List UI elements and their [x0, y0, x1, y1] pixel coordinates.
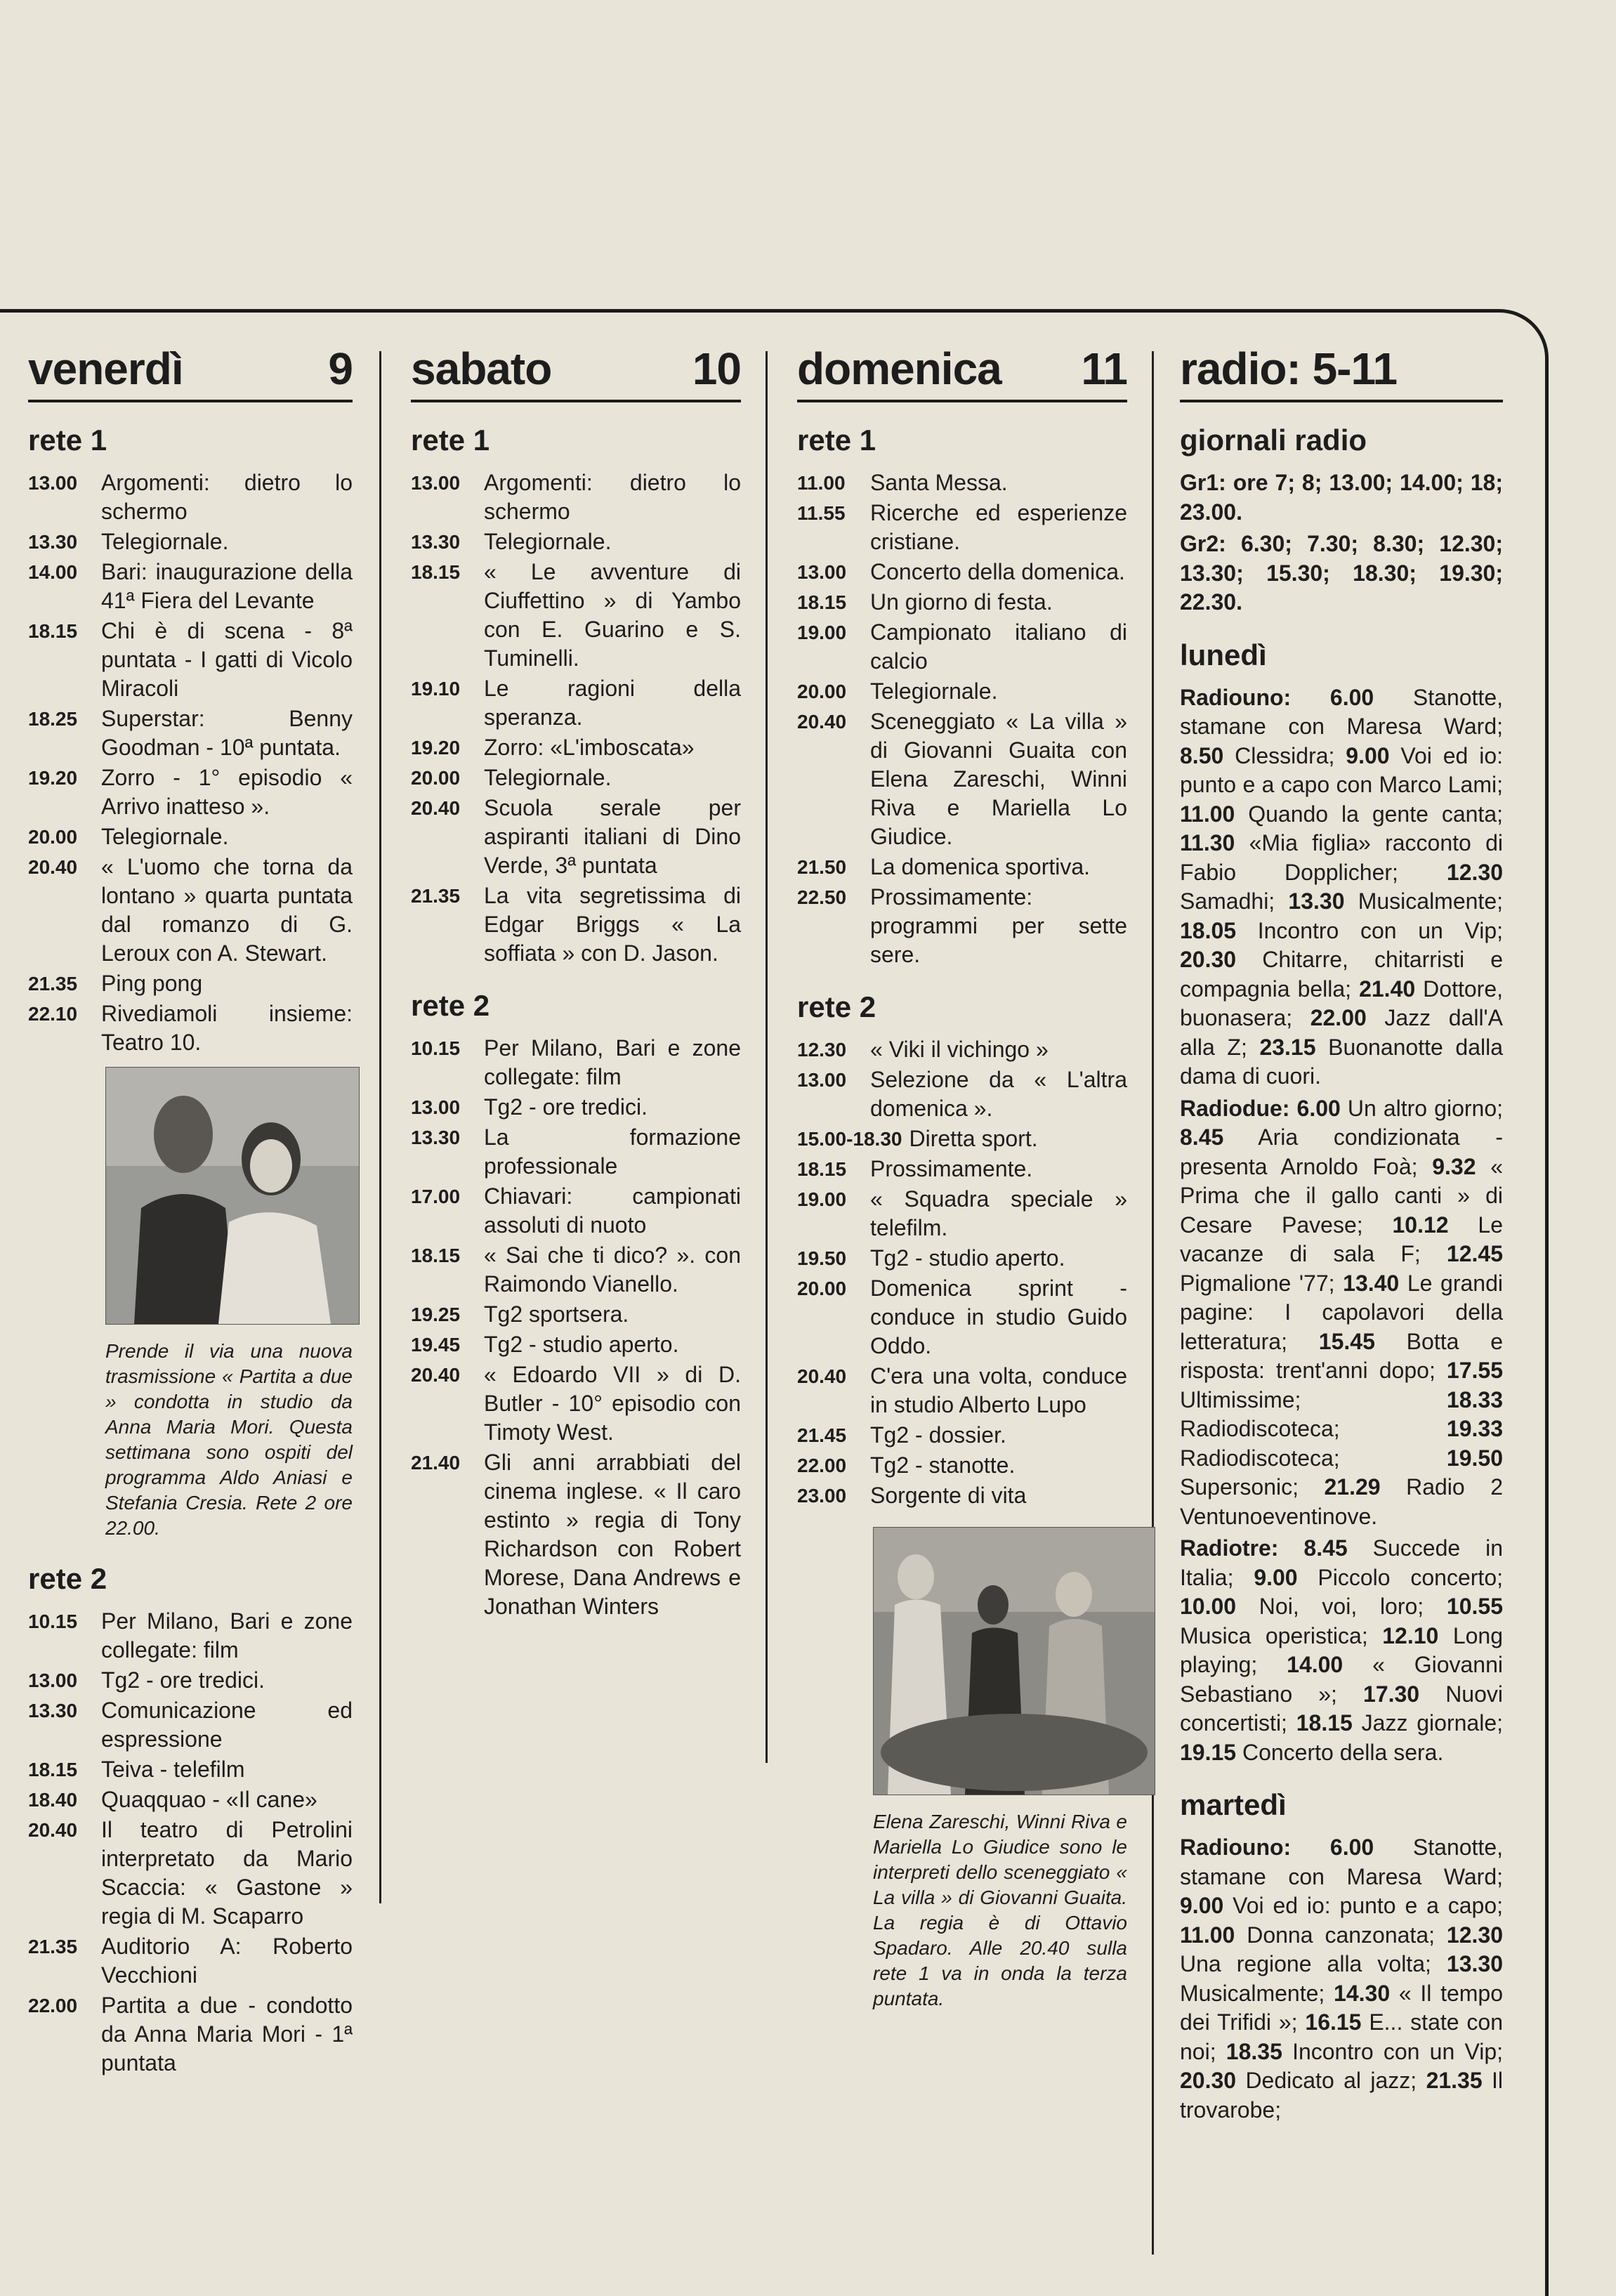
- entry-time: 20.40: [797, 711, 847, 733]
- entry-time: 19.00: [797, 622, 847, 643]
- entry-time: 20.40: [411, 797, 461, 819]
- entry-title: Auditorio A: Roberto Vecchioni: [101, 1934, 353, 1988]
- entry-title: Comunicazione ed espressione: [101, 1698, 353, 1752]
- entry-time: 20.00: [797, 681, 847, 702]
- radio-day-list: [1180, 1833, 1503, 2125]
- entry-title: Telegiornale.: [870, 678, 998, 704]
- entry-title: Prossimamente: programmi per sette sere.: [870, 884, 1127, 967]
- day-header: [411, 341, 741, 402]
- schedule-entry: [411, 1182, 741, 1240]
- entry-time: 13.30: [411, 1127, 461, 1148]
- entry-time: 13.00: [411, 472, 461, 494]
- entry-title: Argomenti: dietro lo schermo: [101, 470, 353, 524]
- schedule-entry: [411, 558, 741, 673]
- schedule-entry: [797, 853, 1127, 881]
- entry-title: Diretta sport.: [909, 1126, 1038, 1151]
- schedule-entry: [411, 527, 741, 556]
- column-divider: [766, 351, 768, 1763]
- entry-title: Ricerche ed esperienze cristiane.: [870, 500, 1127, 554]
- radio-title: radio: 5-11: [1180, 343, 1398, 394]
- schedule-entry: [797, 883, 1127, 969]
- entry-title: La formazione professionale: [484, 1124, 741, 1179]
- entry-time: 17.00: [411, 1186, 461, 1207]
- entry-title: Tg2 - studio aperto.: [870, 1245, 1065, 1271]
- gr2-schedule: Gr2: 6.30; 7.30; 8.30; 12.30; 13.30; 15.30; 18.30; 19.30; 22.30.: [1180, 531, 1503, 615]
- schedule-entry: [28, 1785, 353, 1814]
- photo-illustration: [874, 1528, 1155, 1795]
- schedule-entry: [797, 499, 1127, 556]
- schedule-entry: [28, 617, 353, 703]
- schedule-list: [411, 1034, 741, 1621]
- entry-time: 20.40: [28, 1819, 78, 1841]
- schedule-list: [797, 1035, 1127, 1510]
- entry-title: Superstar: Benny Goodman - 10ª puntata.: [101, 706, 353, 760]
- schedule-entry: [411, 733, 741, 762]
- entry-time: 13.00: [28, 1669, 78, 1691]
- network-heading: rete 1: [797, 424, 876, 457]
- entry-title: Tg2 - ore tredici.: [484, 1094, 648, 1120]
- entry-time: 18.15: [28, 1759, 78, 1780]
- schedule-entry: [797, 1185, 1127, 1242]
- network-heading: rete 1: [28, 424, 107, 457]
- day-name: venerdì: [28, 343, 183, 394]
- entry-time: 11.55: [797, 502, 846, 524]
- entry-title: « Edoardo VII » di D. Butler - 10° episodio con Timoty West.: [484, 1362, 741, 1445]
- radio-program-paragraph: Radiodue: 6.00 Un altro giorno; 8.45 Aria condizionata - presenta Arnoldo Foà; 9.32 « Prima che il gallo canti » di Cesare Pavese; 10.12 Le vacanze di sala F; 12.45 Pigmalione '77; 13.40 Le grandi pagine: I capolavori della letteratura; 15.45 Botta e risposta: trent'anni dopo; 17.55 Ultimissime; 18.33 Radiodiscoteca; 19.33 Radiodiscoteca; 19.50 Supersonic; 21.29 Radio 2 Ventunoeventinove.: [1180, 1095, 1504, 1529]
- entry-title: « Le avventure di Ciuffettino » di Yambo con E. Guarino e S. Tuminelli.: [484, 559, 741, 671]
- day-number: 11: [1081, 343, 1127, 394]
- schedule-entry: [28, 1666, 353, 1695]
- entry-time: 13.30: [28, 531, 78, 553]
- entry-title: Sorgente di vita: [870, 1483, 1027, 1508]
- entry-time: 20.40: [797, 1365, 847, 1387]
- schedule-entry: [411, 1300, 741, 1329]
- schedule-entry: [28, 822, 353, 851]
- entry-time: 19.20: [28, 767, 78, 789]
- entry-title: Selezione da « L'altra domenica ».: [870, 1067, 1127, 1121]
- entry-time: 13.00: [797, 561, 847, 583]
- entry-title: « Viki il vichingo »: [870, 1037, 1049, 1062]
- network-heading: rete 2: [28, 1562, 107, 1595]
- column-radio: [1180, 341, 1503, 2127]
- photo-la-villa: [873, 1527, 1155, 1795]
- entry-time: 22.10: [28, 1003, 78, 1025]
- entry-time: 19.00: [797, 1188, 847, 1210]
- entry-title: « L'uomo che torna da lontano » quarta puntata dal romanzo di G. Leroux con A. Stewart.: [101, 854, 353, 966]
- entry-time: 20.00: [411, 767, 461, 789]
- photo-caption: Prende il via una nuova trasmissione « Partita a due » condotta in studio da Anna Maria Mori. Questa settimana sono ospiti del programma Aldo Aniasi e Stefania Cresia. Rete 2 ore 22.00.: [105, 1340, 353, 1539]
- entry-title: Campionato italiano di calcio: [870, 619, 1127, 674]
- entry-title: « Sai che ti dico? ». con Raimondo Vianello.: [484, 1242, 741, 1297]
- schedule-entry: [28, 1696, 353, 1754]
- radio-program-paragraph: Radiotre: 8.45 Succede in Italia; 9.00 Piccolo concerto; 10.00 Noi, voi, loro; 10.55 Musica operistica; 12.10 Long playing; 14.00 « Giovanni Sebastiano »; 17.30 Nuovi concertisti; 18.15 Jazz giornale; 19.15 Concerto della sera.: [1180, 1535, 1504, 1765]
- column-divider: [1152, 351, 1154, 2255]
- schedule-entry: [28, 763, 353, 821]
- schedule-entry: [28, 969, 353, 998]
- entry-title: Un giorno di festa.: [870, 589, 1053, 615]
- entry-time: 21.35: [28, 1936, 78, 1957]
- entry-time: 20.00: [797, 1278, 847, 1299]
- column-venerdi: [28, 341, 353, 2079]
- entry-time: 18.15: [797, 591, 847, 613]
- entry-time: 21.40: [411, 1452, 461, 1474]
- entry-title: Domenica sprint - conduce in studio Guido Oddo.: [870, 1275, 1127, 1358]
- entry-title: C'era una volta, conduce in studio Alberto Lupo: [870, 1363, 1127, 1417]
- schedule-entry: [797, 1244, 1127, 1273]
- schedule-entry: [411, 763, 741, 792]
- schedule-entry: [28, 558, 353, 615]
- radio-header: [1180, 341, 1503, 402]
- schedule-entry: [411, 1123, 741, 1181]
- schedule-entry: [797, 1124, 1127, 1153]
- entry-title: Tg2 sportsera.: [484, 1301, 629, 1327]
- schedule-list: [28, 1607, 353, 2078]
- entry-time: 23.00: [797, 1485, 847, 1507]
- entry-time: 13.00: [797, 1069, 847, 1091]
- entry-title: Ping pong: [101, 971, 203, 996]
- entry-time: 10.15: [411, 1037, 461, 1059]
- entry-time: 19.25: [411, 1304, 461, 1325]
- entry-time: 15.00-18.30: [797, 1128, 902, 1150]
- schedule-entry: [797, 1065, 1127, 1123]
- schedule-list: [797, 468, 1127, 969]
- entry-title: Tg2 - ore tredici.: [101, 1667, 265, 1693]
- entry-title: Il teatro di Petrolini interpretato da Mario Scaccia: « Gastone » regia di M. Scaparro: [101, 1817, 353, 1929]
- entry-title: Concerto della domenica.: [870, 559, 1125, 584]
- entry-time: 21.35: [28, 973, 78, 995]
- schedule-entry: [411, 1330, 741, 1359]
- entry-title: Argomenti: dietro lo schermo: [484, 470, 741, 524]
- schedule-entry: [411, 1448, 741, 1621]
- schedule-entry: [797, 1451, 1127, 1480]
- radio-program-paragraph: Radiouno: 6.00 Stanotte, stamane con Maresa Ward; 9.00 Voi ed io: punto e a capo; 11.00 Donna canzonata; 12.30 Una regione alla volta; 13.30 Musicalmente; 14.30 « Il tempo dei Trifidi »; 16.15 E... state con noi; 18.35 Incontro con un Vip; 20.30 Dedicato al jazz; 21.35 Il trovarobe;: [1180, 1835, 1504, 2123]
- entry-title: « Squadra speciale » telefilm.: [870, 1186, 1127, 1240]
- photo-caption: Elena Zareschi, Winni Riva e Mariella Lo Giudice sono le interpreti dello sceneggiato « La villa » di Giovanni Guaita. La regia è di Ottavio Spadaro. Alle 20.40 sulla rete 1 va in onda la terza puntata.: [873, 1811, 1127, 2009]
- entry-time: 13.00: [411, 1096, 461, 1118]
- entry-title: Zorro - 1° episodio « Arrivo inatteso ».: [101, 765, 353, 819]
- entry-time: 19.45: [411, 1334, 461, 1356]
- entry-time: 18.15: [411, 561, 461, 583]
- section-heading: martedì: [1180, 1788, 1287, 1821]
- entry-title: Scuola serale per aspiranti italiani di Dino Verde, 3ª puntata: [484, 795, 741, 878]
- entry-title: Chi è di scena - 8ª puntata - I gatti di Vicolo Miracoli: [101, 618, 353, 701]
- schedule-entry: [411, 1360, 741, 1447]
- column-divider: [379, 351, 381, 1903]
- schedule-entry: [28, 853, 353, 968]
- section-heading: lunedì: [1180, 638, 1267, 671]
- schedule-entry: [797, 707, 1127, 851]
- schedule-entry: [797, 1035, 1127, 1064]
- entry-title: Zorro: «L'imboscata»: [484, 735, 695, 760]
- schedule-entry: [797, 677, 1127, 706]
- entry-time: 21.35: [411, 885, 461, 907]
- entry-title: Gli anni arrabbiati del cinema inglese. « Il caro estinto » regia di Tony Richardson con Robert Morese, Dana Andrews e Jonathan Winters: [484, 1450, 741, 1619]
- entry-title: La vita segretissima di Edgar Briggs « La soffiata » con D. Jason.: [484, 883, 741, 966]
- schedule-entry: [28, 1816, 353, 1931]
- schedule-entry: [28, 1932, 353, 1990]
- photo-illustration: [106, 1068, 359, 1324]
- entry-title: Telegiornale.: [484, 529, 612, 554]
- radio-program-paragraph: Radiouno: 6.00 Stanotte, stamane con Maresa Ward; 8.50 Clessidra; 9.00 Voi ed io: punto e a capo con Marco Lami; 11.00 Quando la gente canta; 11.30 «Mia figlia» racconto di Fabio Dopplicher; 12.30 Samadhi; 13.30 Musicalmente; 18.05 Incontro con un Vip; 20.30 Chitarre, chitarristi e compagnia bella; 21.40 Dottore, buonasera; 22.00 Jazz dall'A alla Z; 23.15 Buonanotte dalla dama di cuori.: [1180, 684, 1504, 1089]
- entry-time: 22.00: [797, 1455, 847, 1476]
- entry-title: Quaqquao - «Il cane»: [101, 1787, 317, 1812]
- entry-time: 19.10: [411, 678, 461, 700]
- entry-time: 14.00: [28, 561, 78, 583]
- entry-time: 12.30: [797, 1039, 847, 1061]
- entry-title: Sceneggiato « La villa » di Giovanni Guaita con Elena Zareschi, Winni Riva e Mariella Lo Giudice.: [870, 709, 1127, 849]
- day-number: 10: [692, 343, 741, 394]
- entry-title: Telegiornale.: [101, 529, 229, 554]
- entry-title: Tg2 - studio aperto.: [484, 1332, 679, 1357]
- entry-time: 11.00: [797, 472, 846, 494]
- schedule-entry: [411, 794, 741, 880]
- schedule-entry: [797, 1362, 1127, 1419]
- entry-title: Le ragioni della speranza.: [484, 676, 741, 730]
- schedule-entry: [797, 1274, 1127, 1360]
- entry-title: Chiavari: campionati assoluti di nuoto: [484, 1183, 741, 1238]
- entry-time: 10.15: [28, 1611, 78, 1632]
- schedule-entry: [797, 618, 1127, 676]
- schedule-entry: [411, 1241, 741, 1299]
- schedule-entry: [28, 1607, 353, 1665]
- entry-time: 20.40: [28, 856, 78, 878]
- day-name: domenica: [797, 343, 1001, 394]
- entry-title: Bari: inaugurazione della 41ª Fiera del Levante: [101, 559, 353, 613]
- schedule-entry: [28, 527, 353, 556]
- entry-time: 18.40: [28, 1789, 78, 1811]
- entry-title: Rivediamoli insieme: Teatro 10.: [101, 1001, 353, 1055]
- entry-time: 19.20: [411, 737, 461, 759]
- schedule-entry: [797, 1481, 1127, 1510]
- entry-time: 20.00: [28, 826, 78, 848]
- entry-time: 22.00: [28, 1995, 78, 2016]
- schedule-entry: [411, 1093, 741, 1122]
- entry-title: Telegiornale.: [101, 824, 229, 849]
- schedule-entry: [28, 1755, 353, 1784]
- entry-title: Tg2 - stanotte.: [870, 1452, 1016, 1478]
- day-number: 9: [328, 343, 353, 394]
- entry-time: 22.50: [797, 886, 847, 908]
- entry-title: Tg2 - dossier.: [870, 1422, 1006, 1448]
- schedule-entry: [411, 1034, 741, 1091]
- day-name: sabato: [411, 343, 552, 394]
- schedule-entry: [797, 558, 1127, 586]
- entry-time: 18.15: [28, 620, 78, 642]
- schedule-list: [28, 468, 353, 1057]
- entry-time: 13.30: [411, 531, 461, 553]
- section-heading: giornali radio: [1180, 424, 1367, 457]
- network-heading: rete 2: [797, 990, 876, 1023]
- photo-anna-maria-mori: [105, 1067, 360, 1325]
- entry-time: 21.45: [797, 1424, 847, 1446]
- schedule-entry: [28, 704, 353, 762]
- entry-time: 19.50: [797, 1247, 847, 1269]
- schedule-entry: [411, 468, 741, 526]
- schedule-entry: [797, 468, 1127, 497]
- schedule-entry: [28, 468, 353, 526]
- entry-time: 18.15: [797, 1158, 847, 1180]
- entry-title: La domenica sportiva.: [870, 854, 1091, 879]
- entry-time: 18.15: [411, 1245, 461, 1266]
- entry-title: Per Milano, Bari e zone collegate: film: [101, 1608, 353, 1662]
- gr1-schedule: Gr1: ore 7; 8; 13.00; 14.00; 18; 23.00.: [1180, 470, 1503, 525]
- entry-title: Prossimamente.: [870, 1156, 1033, 1181]
- entry-title: Telegiornale.: [484, 765, 612, 790]
- column-sabato: [411, 341, 741, 1622]
- entry-time: 13.00: [28, 472, 78, 494]
- entry-time: 21.50: [797, 856, 847, 878]
- entry-title: Per Milano, Bari e zone collegate: film: [484, 1035, 741, 1089]
- schedule-entry: [28, 1991, 353, 2078]
- entry-time: 18.25: [28, 708, 78, 730]
- schedule-list: [411, 468, 741, 968]
- schedule-entry: [28, 999, 353, 1057]
- entry-time: 20.40: [411, 1364, 461, 1386]
- entry-title: Partita a due - condotto da Anna Maria Mori - 1ª puntata: [101, 1993, 353, 2075]
- column-domenica: [797, 341, 1127, 2012]
- entry-title: Teiva - telefilm: [101, 1757, 245, 1782]
- network-heading: rete 1: [411, 424, 490, 457]
- schedule-entry: [797, 1155, 1127, 1183]
- entry-time: 13.30: [28, 1700, 78, 1721]
- schedule-entry: [411, 881, 741, 968]
- day-header: [28, 341, 353, 402]
- radio-day-list: [1180, 683, 1503, 1768]
- entry-title: Santa Messa.: [870, 470, 1008, 495]
- schedule-entry: [797, 588, 1127, 617]
- schedule-entry: [797, 1421, 1127, 1450]
- network-heading: rete 2: [411, 989, 490, 1022]
- schedule-entry: [411, 674, 741, 732]
- day-header: [797, 341, 1127, 402]
